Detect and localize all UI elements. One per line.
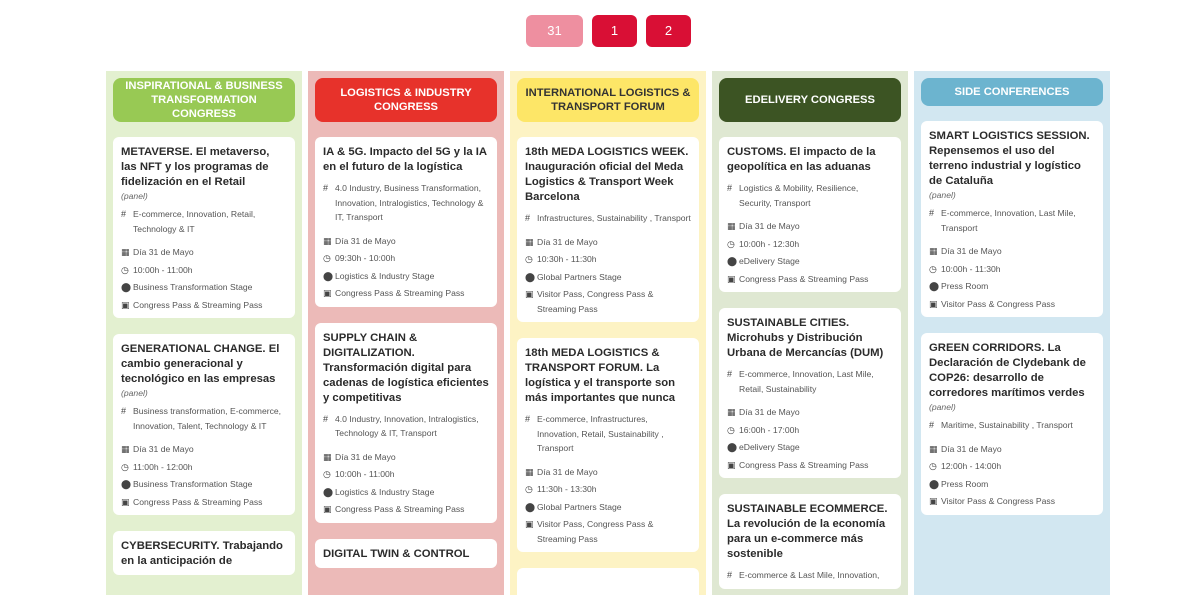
session-time: 10:00h - 11:00h xyxy=(335,469,395,479)
calendar-icon: ▦ xyxy=(525,236,534,247)
session-card[interactable] xyxy=(315,137,497,307)
session-place: Press Room xyxy=(941,281,989,291)
session-time: 10:00h - 12:30h xyxy=(739,238,800,249)
session-day: Día 31 de Mayo xyxy=(537,236,598,247)
date-tab-1-jun[interactable]: 1 Jun xyxy=(592,15,637,47)
session-place: Global Partners Stage xyxy=(537,501,622,512)
session-time: 12:00h - 14:00h xyxy=(941,461,1002,471)
ticket-icon: ▣ xyxy=(727,273,736,284)
column-header[interactable]: SIDE CONFERENCES xyxy=(921,78,1103,106)
session-type: (panel) xyxy=(121,191,148,201)
date-tab-2-jun[interactable]: 2 Jun xyxy=(646,15,691,47)
ticket-icon: ▣ xyxy=(525,519,534,529)
session-title[interactable]: SUSTAINABLE CITIES. Microhubs y Distribución Urbana de Mercancías (DUM) xyxy=(727,317,884,359)
hash-icon: # xyxy=(525,213,531,223)
session-card[interactable] xyxy=(921,121,1103,317)
map-pin-icon: ⬤ xyxy=(323,270,334,281)
session-place: Logistics & Industry Stage xyxy=(335,486,435,497)
column-international-forum xyxy=(510,71,706,595)
ticket-icon: ▣ xyxy=(727,459,736,470)
calendar-icon: ▦ xyxy=(929,246,938,256)
clock-icon: ◷ xyxy=(323,253,331,263)
clock-icon: ◷ xyxy=(323,469,331,479)
map-pin-icon: ⬤ xyxy=(929,478,940,489)
map-pin-icon: ⬤ xyxy=(525,501,536,512)
session-time: 10:00h - 11:30h xyxy=(941,263,1001,274)
session-tags: E-commerce & Last Mile, Innovation, xyxy=(739,570,880,580)
ticket-icon: ▣ xyxy=(323,288,332,298)
session-day: Día 31 de Mayo xyxy=(133,247,194,257)
hash-icon: # xyxy=(323,183,329,193)
session-type: (panel) xyxy=(121,388,148,398)
date-tabs xyxy=(526,15,691,70)
clock-icon: ◷ xyxy=(929,263,937,274)
session-card[interactable] xyxy=(719,137,901,292)
session-place: Press Room xyxy=(941,478,989,489)
calendar-icon: ▦ xyxy=(121,444,130,454)
session-title[interactable]: CUSTOMS. El impacto de la geopolítica en las aduanas xyxy=(727,146,876,173)
map-pin-icon: ⬤ xyxy=(727,442,738,452)
session-pass: Visitor Pass, Congress Pass & Streaming Pass xyxy=(537,519,654,544)
clock-icon: ◷ xyxy=(929,461,937,471)
map-pin-icon: ⬤ xyxy=(525,271,536,282)
ticket-icon: ▣ xyxy=(929,298,938,309)
session-title[interactable]: METAVERSE. El metaverso, las NFT y los programas de fidelización en el Retail xyxy=(121,146,270,188)
session-card[interactable] xyxy=(315,539,497,568)
session-card[interactable] xyxy=(921,333,1103,515)
column-inspirational-business xyxy=(106,71,302,595)
session-time: 11:00h - 12:00h xyxy=(133,461,193,472)
clock-icon: ◷ xyxy=(727,238,735,249)
column-logistics-industry xyxy=(308,71,504,595)
ticket-icon: ▣ xyxy=(323,504,332,514)
session-day: Día 31 de Mayo xyxy=(941,246,1002,256)
map-pin-icon: ⬤ xyxy=(727,256,738,266)
clock-icon: ◷ xyxy=(525,254,533,264)
calendar-icon: ▦ xyxy=(525,466,534,477)
ticket-icon: ▣ xyxy=(121,496,130,507)
calendar-icon: ▦ xyxy=(121,247,130,257)
session-tags: E-commerce, Innovation, Last Mile, Transport xyxy=(941,208,1076,233)
session-card[interactable] xyxy=(113,531,295,575)
hash-icon: # xyxy=(323,413,329,424)
session-place: eDelivery Stage xyxy=(739,256,800,266)
session-title[interactable]: GENERATIONAL CHANGE. El cambio generacional y tecnológico en las empresas xyxy=(121,343,280,385)
column-edelivery xyxy=(712,71,908,595)
session-place: eDelivery Stage xyxy=(739,442,800,452)
session-time: 09:30h - 10:00h xyxy=(335,253,396,263)
map-pin-icon: ⬤ xyxy=(929,281,940,291)
session-day: Día 31 de Mayo xyxy=(739,221,800,231)
session-place: Business Transformation Stage xyxy=(133,479,253,489)
session-title[interactable]: SUSTAINABLE ECOMMERCE. La revolución de la economía para un e-commerce más sostenible xyxy=(727,503,888,560)
map-pin-icon: ⬤ xyxy=(121,282,132,292)
session-place: Logistics & Industry Stage xyxy=(335,270,435,281)
session-card[interactable] xyxy=(113,334,295,515)
session-tags: E-commerce, Infrastructures, Innovation, Retail, Sustainability , Transport xyxy=(537,414,664,453)
session-day: Día 31 de Mayo xyxy=(335,451,396,462)
ticket-icon: ▣ xyxy=(929,496,938,506)
session-time: 11:30h - 13:30h xyxy=(537,484,597,494)
session-place: Business Transformation Stage xyxy=(133,282,253,292)
session-day: Día 31 de Mayo xyxy=(133,444,194,454)
session-time: 10:30h - 11:30h xyxy=(537,254,597,264)
session-card[interactable] xyxy=(113,137,295,318)
session-tags: Maritime, Sustainability , Transport xyxy=(941,420,1073,430)
date-tab-31-may[interactable]: 31 May xyxy=(526,15,583,47)
session-title[interactable]: CYBERSECURITY. Trabajando en la anticipación de xyxy=(121,540,283,567)
session-time: 10:00h - 11:00h xyxy=(133,264,193,275)
session-tags: E-commerce, Innovation, Retail, Technology & IT xyxy=(133,209,256,234)
session-pass: Congress Pass & Streaming Pass xyxy=(739,459,869,470)
map-pin-icon: ⬤ xyxy=(323,486,334,497)
session-card[interactable] xyxy=(719,308,901,478)
hash-icon: # xyxy=(727,570,733,580)
session-tags: 4.0 Industry, Business Transformation, Innovation, Intralogistics, Technology & IT, Transport xyxy=(335,183,484,222)
session-card[interactable] xyxy=(315,323,497,523)
column-header[interactable]: LOGISTICS & INDUSTRY CONGRESS xyxy=(315,78,497,122)
session-tags: Logistics & Mobility, Resilience, Security, Transport xyxy=(739,183,859,208)
column-header[interactable]: INTERNATIONAL LOGISTICS & TRANSPORT FORUM xyxy=(517,78,699,122)
session-card[interactable] xyxy=(517,568,699,595)
hash-icon: # xyxy=(929,420,935,430)
hash-icon: # xyxy=(727,183,733,193)
hash-icon: # xyxy=(121,406,127,416)
ticket-icon: ▣ xyxy=(525,289,534,299)
clock-icon: ◷ xyxy=(121,461,129,472)
calendar-icon: ▦ xyxy=(323,235,332,246)
session-title[interactable]: 18th MEDA LOGISTICS WEEK. Inauguración oficial del Meda Logistics & Transport Week Barcelona xyxy=(525,146,689,203)
hash-icon: # xyxy=(727,369,733,379)
session-tags: 4.0 Industry, Innovation, Intralogistics, Technology & IT, Transport xyxy=(335,413,479,438)
schedule-columns xyxy=(106,71,1110,595)
session-pass: Congress Pass & Streaming Pass xyxy=(739,273,869,284)
session-title[interactable]: SUPPLY CHAIN & DIGITALIZATION. Transformación digital para cadenas de logística eficientes y competitivas xyxy=(323,331,489,404)
hash-icon: # xyxy=(525,414,531,424)
column-header[interactable]: INSPIRATIONAL & BUSINESS TRANSFORMATION CONGRESS xyxy=(113,78,295,122)
session-pass: Congress Pass & Streaming Pass xyxy=(133,299,263,310)
session-pass: Congress Pass & Streaming Pass xyxy=(335,288,465,298)
session-title[interactable]: SMART LOGISTICS SESSION. Repensemos el uso del terreno industrial y logístico de Cataluña xyxy=(929,130,1090,187)
session-day: Día 31 de Mayo xyxy=(537,466,598,477)
session-time: 16:00h - 17:00h xyxy=(739,424,800,435)
column-header[interactable]: EDELIVERY CONGRESS xyxy=(719,78,901,122)
session-title[interactable]: GREEN CORRIDORS. La Declaración de Clydebank de COP26: desarrollo de corredores marítimos verdes xyxy=(929,342,1086,399)
session-type: (panel) xyxy=(929,190,956,200)
session-pass: Visitor Pass & Congress Pass xyxy=(941,298,1055,309)
session-tags: Infrastructures, Sustainability , Transport xyxy=(537,213,691,223)
session-pass: Visitor Pass, Congress Pass & Streaming Pass xyxy=(537,289,654,314)
session-tags: E-commerce, Innovation, Last Mile, Retail, Sustainability xyxy=(739,369,874,394)
session-pass: Visitor Pass & Congress Pass xyxy=(941,496,1055,506)
session-day: Día 31 de Mayo xyxy=(739,407,800,417)
calendar-icon: ▦ xyxy=(323,451,332,462)
session-card[interactable] xyxy=(517,137,699,322)
session-pass: Congress Pass & Streaming Pass xyxy=(335,504,465,514)
session-title[interactable]: 18th MEDA LOGISTICS & TRANSPORT FORUM. La logística y el transporte son más importantes que nunca xyxy=(525,347,676,404)
session-place: Global Partners Stage xyxy=(537,271,622,282)
calendar-icon: ▦ xyxy=(727,407,736,417)
session-day: Día 31 de Mayo xyxy=(335,235,396,246)
session-pass: Congress Pass & Streaming Pass xyxy=(133,496,263,507)
calendar-icon: ▦ xyxy=(929,443,938,454)
session-tags: Business transformation, E-commerce, Innovation, Talent, Technology & IT xyxy=(133,406,282,431)
session-type: (panel) xyxy=(929,402,956,412)
clock-icon: ◷ xyxy=(727,424,735,435)
calendar-icon: ▦ xyxy=(727,221,736,231)
session-day: Día 31 de Mayo xyxy=(941,443,1002,454)
clock-icon: ◷ xyxy=(121,264,129,275)
hash-icon: # xyxy=(121,209,127,219)
session-title[interactable]: DIGITAL TWIN & CONTROL xyxy=(323,547,470,560)
session-card[interactable] xyxy=(719,494,901,589)
column-side-conferences xyxy=(914,71,1110,595)
session-title[interactable]: IA & 5G. Impacto del 5G y la IA en el futuro de la logística xyxy=(323,146,487,173)
session-card[interactable] xyxy=(517,338,699,552)
ticket-icon: ▣ xyxy=(121,299,130,310)
clock-icon: ◷ xyxy=(525,484,533,494)
map-pin-icon: ⬤ xyxy=(121,479,132,489)
hash-icon: # xyxy=(929,208,935,218)
